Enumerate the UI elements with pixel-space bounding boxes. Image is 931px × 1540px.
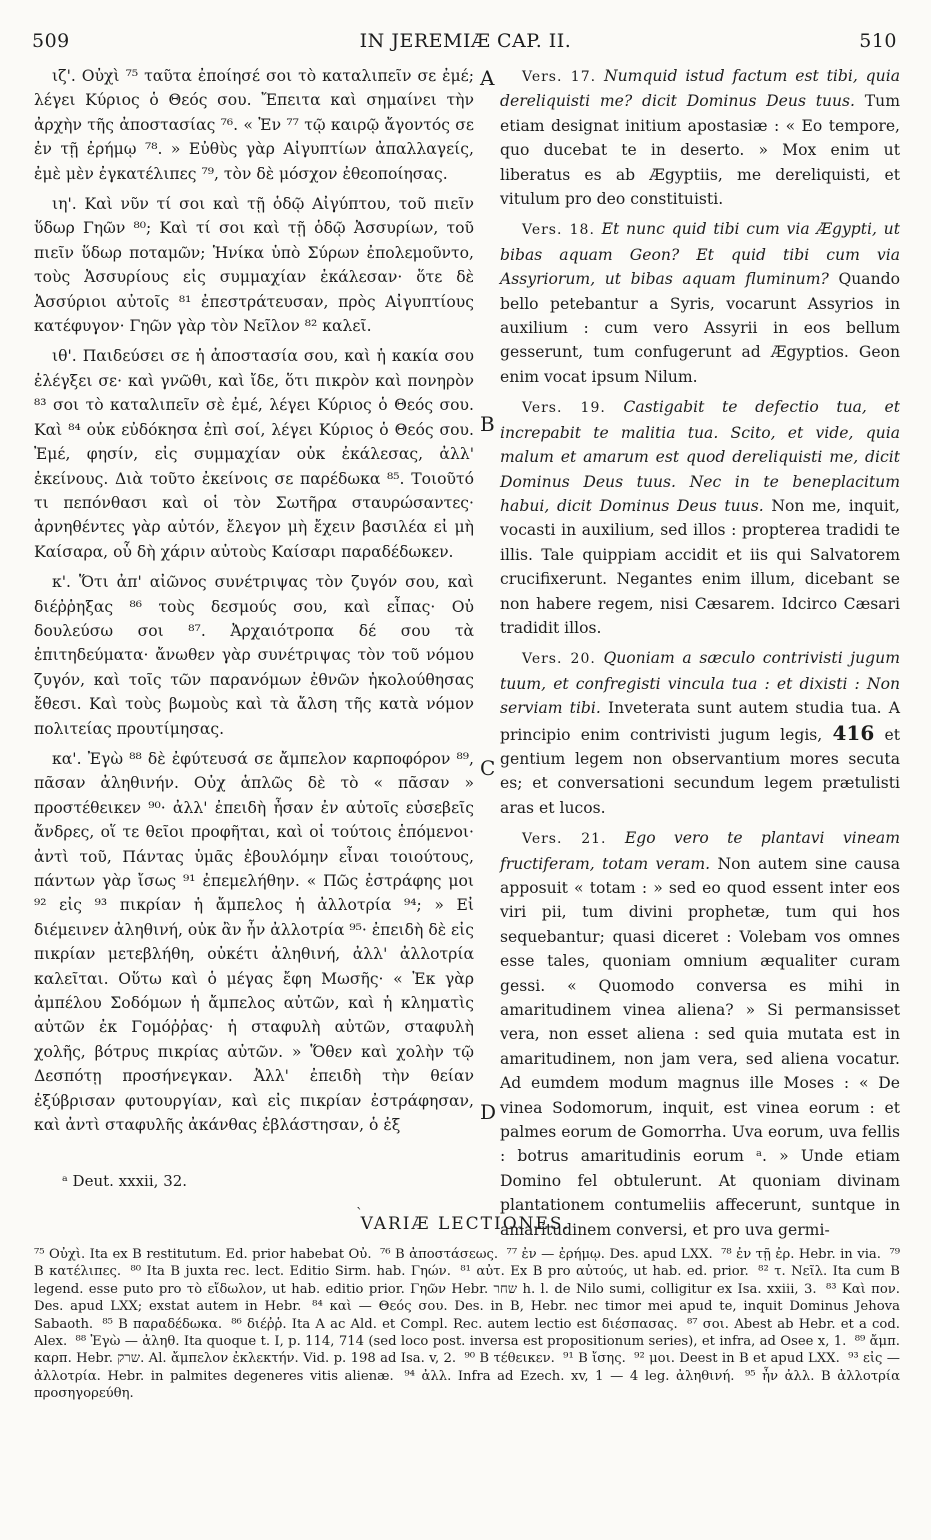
ornament-mark: `: [356, 1206, 363, 1222]
verse-number: Vers. 17.: [522, 69, 597, 85]
variant-reading: ⁹¹ B ἴσης.: [563, 1351, 626, 1367]
variant-reading: ⁹⁵ ἦν ἀλλ. B ἀλλοτρία προσηγορεύθη.: [34, 1368, 900, 1402]
verse-commentary: Tum etiam designat initium apostasiæ : « Eo tempore, quo ducebat te in deserto. » Mox enim ut liberatus es ab Ægyptiis, me dereliquisti, et vitulum pro deo constituisti.: [500, 92, 900, 209]
variant-reading: ⁷⁶ B ἀποστάσεως.: [380, 1247, 499, 1262]
margin-marker-d: D: [480, 1100, 497, 1124]
greek-verse-19: ιθ'. Παιδεύσει σε ἡ ἀποστασία σου, καὶ ἡ κακία σου ἐλέγξει σε· καὶ γνῶθι, καὶ ἴδε, ὅτι πικρὸν καὶ πονηρὸν ⁸³ σοι τὸ καταλιπεῖν σὲ ἐμέ, λέγει Κύριος ὁ Θεός σου. Καὶ ⁸⁴ οὐκ εὐδόκησα ἐπὶ σοί, λέγει Κύριος ὁ Θεός σου. Ἐμέ, φησίν, εἰς συμμαχίαν οὐκ ἐκάλεσας, ἀλλ' ἐκείνους. Διὰ τοῦτο ἐκείνοις σε παρέδωκα ⁸⁵. Τοιοῦτό τι πεπόνθασι καὶ οἱ τὸν Σωτῆρα σταυρώσαντες· ἀρνηθέντες γὰρ αὐτόν, ἔλεγον μὴ ἔχειν βασιλέα εἰ μὴ Καίσαρα, οὗ δὴ χάριν αὐτοὺς Καίσαρι παραδέδωκεν.: [34, 347, 474, 561]
variant-reading: ⁸² τ. Νεῖλ. Ita cum B legend. esse puto pro τὸ εἴδωλον, ut hab. editio prior. Γηῶν Hebr. שחר h. l. de Nilo sumi, colligitur ex Isa. xxiii, 3.: [34, 1264, 900, 1297]
variant-reading: ⁸⁰ Ita B juxta rec. lect. Editio Sirm. hab. Γηών.: [130, 1264, 451, 1280]
variant-reading: ⁹⁴ ἀλλ. Infra ad Ezech. xv, 1 — 4 leg. ἀληθινή.: [404, 1368, 735, 1384]
greek-verse-21: κα'. Ἐγὼ ⁸⁸ δὲ ἐφύτευσά σε ἄμπελον καρποφόρον ⁸⁹, πᾶσαν ἀληθινήν. Οὐχ ἁπλῶς δὲ τὸ « πᾶσαν » προστέθεικεν ⁹⁰· ἀλλ' ἐπειδὴ ἦσαν ἐν αὐτοῖς εὐσεβεῖς ἄνδρες, οἵ τε θεῖοι προφῆται, καὶ οἱ τούτοις ἑπόμενοι· ἀντὶ τοῦ, Πάντας ὑμᾶς ἐβουλόμην εἶναι τοιούτους, πάντων γὰρ ἴσως ⁹¹ ἐπεμελήθην. « Πῶς ἐστράφης μοι ⁹² εἰς ⁹³ πικρίαν ἡ ἄμπελος ἡ ἀλλοτρία ⁹⁴; » Εἰ διέμεινεν ἀληθινή, οὐκ ἂν ἦν ἀλλοτρία ⁹⁵· ἐπειδὴ δὲ εἰς πικρίαν μετεβλήθη, οὐκέτι ἀληθινή, ἀλλ' ἀλλοτρία καλεῖται. Οὕτω καὶ ὁ μέγας ἔφη Μωσῆς· « Ἐκ γὰρ ἀμπέλου Σοδόμων ἡ ἄμπελος αὐτῶν, καὶ ἡ κληματὶς αὐτῶν ἐκ Γομόῤῥας· ἡ σταφυλὴ αὐτῶν, σταφυλὴ χολῆς, βότρυς πικρίας αὐτῶν. » Ὅθεν καὶ χολὴν τῷ Δεσπότῃ προσήνεγκαν. Ἀλλ' ἐπειδὴ τὴν θείαν ἐξύβρισαν φυτουργίαν, καὶ εἰς πικρίαν ἐστράφησαν, καὶ ἀντὶ σταφυλῆς ἀκάνθας ἐβλάστησαν, ὁ ἐξ: [34, 749, 474, 1135]
verse-lemma: Quoniam a sæculo contrivisti jugum tuum, et confregisti vincula tua : et dixisti : Non serviam tibi.: [500, 649, 900, 718]
variant-reading: ⁷⁵ Οὐχὶ. Ita ex B restitutum. Ed. prior habebat Οὐ.: [34, 1247, 372, 1262]
variant-reading: ⁷⁹ B κατέλιπες.: [34, 1247, 901, 1280]
latin-column: [500, 64, 901, 1239]
variant-reading: ⁸¹ αὐτ. Ex B pro αὐτούς, ut hab. ed. prior.: [460, 1264, 749, 1280]
left-page-number: 509: [32, 30, 70, 52]
variant-reading: ⁹² μοι. Deest in B et apud LXX.: [634, 1351, 840, 1367]
variant-reading: ⁸⁴ καὶ — Θεός σου. Des. in B, Hebr. nec timor mei apud te, inquit Dominus Jehova Sabaoth.: [34, 1299, 900, 1332]
scripture-footnote: ᵃ Deut. xxxii, 32.: [62, 1172, 188, 1190]
verse-lemma: Numquid istud factum est tibi, quia dereliquisti me? dicit Dominus Deus tuus.: [500, 67, 900, 111]
verse-number: Vers. 21.: [522, 831, 607, 848]
greek-verse-18: ιη'. Καὶ νῦν τί σοι καὶ τῇ ὁδῷ Αἰγύπτου, τοῦ πιεῖν ὕδωρ Γηῶν ⁸⁰; Καὶ τί σοι καὶ τῇ ὁδῷ Ἀσσυρίων, τοῦ πιεῖν ὕδωρ ποταμῶν; Ἡνίκα ὑπὸ Σύρων ἐπολεμοῦντο, τοὺς Ἀσσυρίους εἰς συμμαχίαν ἐκάλεσαν· ὅτε δὲ Ἀσσύριοι αὐτοῖς ⁸¹ ἐπεστράτευσαν, πρὸς Αἰγυπτίους κατέφυγον· Γηῶν γὰρ τὸν Νεῖλον ⁸² καλεῖ.: [34, 195, 474, 336]
column-number: 416: [832, 720, 875, 745]
variant-reading: ⁸⁹ ἄμπ. καρπ. Hebr. שרק. Al. ἄμπελον ἐκλεκτήν. Vid. p. 198 ad Isa. v, 2.: [34, 1334, 900, 1367]
variae-lectiones: [34, 1246, 900, 1403]
latin-verse-17: [500, 64, 900, 211]
variant-reading: ⁸⁶ διέῤῥ. Ita A ac Ald. et Compl. Rec. autem lectio est διέσπασας.: [231, 1316, 678, 1332]
variant-reading: ⁷⁸ ἐν τῇ ἐρ. Hebr. in via.: [721, 1247, 881, 1262]
verse-commentary: Non autem sine causa apposuit « totam : » sed eo quod essent inter eos viri pii, tum divini prophetæ, tum qui hos sequebantur; quasi diceret : Volebam vos omnes esse tales, quoniam omnium æqualiter curam gessi. « Quomodo conversa es mihi in amaritudinem vinea aliena? » Si permansisset vera, non esset aliena : sed quia mutata est in amaritudinem, non jam vera, sed aliena vocatur. Ad eumdem modum magnus ille Moses : « De vinea Sodomorum, inquit, est vinea eorum : et palmes eorum de Gomorrha. Uva eorum, uva fellis : botrus amaritudinis eorum ᵃ. » Unde etiam Domino fel obtulerunt. At quoniam divinam plantationem contumeliis affecerunt, suntque in amaritudinem conversi, et pro uva germi-: [500, 854, 900, 1239]
greek-verse-20: κ'. Ὅτι ἀπ' αἰῶνος συνέτριψας τὸν ζυγόν σου, καὶ διέῤῥηξας ⁸⁶ τοὺς δεσμούς σου, καὶ εἶπας· Οὐ δουλεύσω σοι ⁸⁷. Ἀρχαιότροπα δέ σου τὰ ἐπιτηδεύματα· ἄνωθεν γὰρ συνέτριψας τὸν τοῦ νόμου ζυγόν, καὶ τοῖς τῶν παρανόμων ἐθνῶν ἠκολούθησας ἔθεσι. Καὶ τοὺς βωμοὺς καὶ τὰ ἄλση τῆς κατὰ νόμον πολιτείας προυτίμησας.: [34, 573, 474, 738]
greek-column: [34, 64, 474, 1194]
margin-marker-a: A: [480, 66, 495, 90]
variant-reading: ⁸³ Καὶ πον. Des. apud LXX; exstat autem in Hebr.: [34, 1281, 900, 1315]
verse-commentary-cont: et gentium legem non observantium mores secuta es; et conversationi secundum legem prætulisti aras et lucos.: [500, 725, 900, 817]
verse-number: Vers. 20.: [522, 651, 596, 668]
running-title: IN JEREMIÆ CAP. II.: [359, 30, 572, 52]
verse-lemma: Ego vero te plantavi vineam fructiferam, totam veram.: [500, 829, 901, 873]
right-page-number: 510: [859, 30, 897, 52]
verse-commentary: Non me, inquit, vocasti in auxilium, sed illos : propterea tradidi te illis. Tale quippiam accidit et iis qui Salvatorem crucifixerunt. Negantes enim illum, dicebant se non habere regem, nisi Cæsarem. Idcirco Cæsari tradidit illos.: [500, 496, 900, 637]
variant-reading: ⁷⁷ ἐν — ἐρήμῳ. Des. apud LXX.: [506, 1247, 713, 1262]
variant-reading: ⁸⁸ Ἐγὼ — ἀληθ. Ita quoque t. I, p. 114, 714 (sed loco post. inversa est propositionum series), et infra, ad Osee x, 1.: [75, 1334, 847, 1350]
verse-number: Vers. 19.: [522, 400, 606, 417]
margin-marker-c: C: [480, 756, 496, 780]
verse-lemma: Et nunc quid tibi cum via Ægypti, ut bibas aquam Geon? Et quid tibi cum via Assyriorum, ut bibas aquam fluminum?: [500, 220, 900, 289]
variant-reading: ⁸⁵ B παραδέδωκα.: [102, 1316, 223, 1332]
latin-verse-20: [500, 646, 900, 820]
latin-verse-19: [500, 395, 900, 640]
variant-reading: ⁹³ εἰς — ἀλλοτρία. Hebr. in palmites degeneres vitis alienæ.: [34, 1351, 900, 1384]
verse-commentary: Inveterata sunt autem studia tua. A principio enim contrivisti jugum legis,: [500, 699, 901, 744]
margin-marker-b: B: [480, 412, 495, 436]
greek-verse-17: ιζ'. Οὐχὶ ⁷⁵ ταῦτα ἐποίησέ σοι τὸ καταλιπεῖν σε ἐμέ; λέγει Κύριος ὁ Θεός σου. Ἔπειτα καὶ σημαίνει τὴν ἀρχὴν τῆς ἀποστασίας ⁷⁶. « Ἐν ⁷⁷ τῷ καιρῷ ἄγοντός σε ἐν τῇ ἐρήμῳ ⁷⁸. » Εὐθὺς γὰρ Αἰγυπτίων ἀπαλλαγείς, ἐμὲ μὲν ἐγκατέλιπες ⁷⁹, τὸν δὲ μόσχον ἐθεοποίησας.: [34, 67, 474, 183]
variant-reading: ⁸⁷ σοι. Abest ab Hebr. et a cod. Alex.: [34, 1316, 900, 1350]
page-header: [30, 30, 901, 60]
verse-commentary: Quando bello petebantur a Syris, vocarunt Assyrios in auxilium : cum vero Assyrii in eos bellum gesserunt, tum confugerunt ad Ægyptios. Geon enim vocat ipsum Nilum.: [500, 270, 900, 386]
verse-lemma: Castigabit te defectio tua, et increpabit te malitia tua. Scito, et vide, quia malum et amarum est quod dereliquisti me, dicit Dominus Deus tuus. Nec in te beneplacitum habui, dicit Dominus Deus tuus.: [500, 398, 900, 515]
variae-lectiones-title: VARIÆ LECTIONES.: [360, 1214, 571, 1234]
verse-number: Vers. 18.: [522, 222, 595, 239]
latin-verse-18: [500, 217, 900, 389]
latin-verse-21: [500, 826, 900, 1242]
variant-reading: ⁹⁰ B τέθεικεν.: [464, 1351, 555, 1367]
